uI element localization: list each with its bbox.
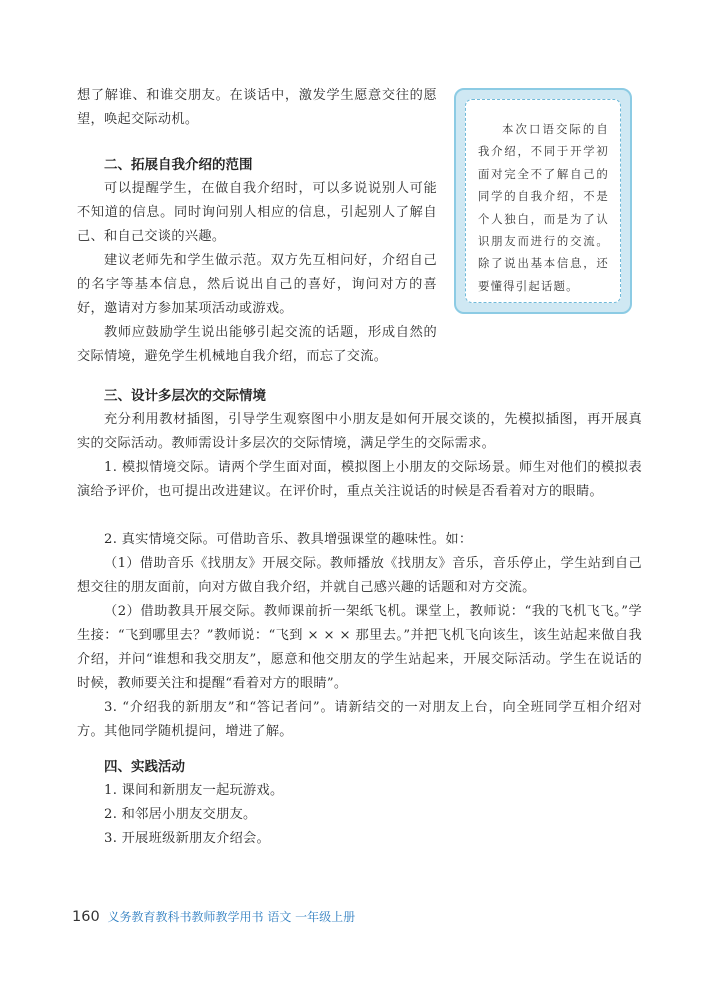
side-note-text: 本次口语交际的自我介绍，不同于开学初面对完全不了解自己的同学的自我介绍，不是个人独白，而是为了认识朋友而进行的交流。除了说出基本信息，还要懂得引起话题。 <box>478 122 609 293</box>
section-heading-2: 二、拓展自我介绍的范围 <box>104 157 253 173</box>
section2-paragraph-3: 教师应鼓励学生说出能够引起交流的话题，形成自然的交际情境，避免学生机械地自我介绍，而忘了交流。 <box>77 325 437 364</box>
section3-paragraph-3: 2. 真实情境交际。可借助音乐、教具增强课堂的趣味性。如： <box>104 532 473 547</box>
section3-paragraph-1: 充分利用教材插图，引导学生观察图中小朋友是如何开展交谈的，先模拟插图，再开展真实的交际活动。教师需设计多层次的交际情境，满足学生的交际需求。 <box>77 412 642 451</box>
list-item: 3. 开展班级新朋友介绍会。 <box>104 831 271 846</box>
section-heading-3: 三、设计多层次的交际情境 <box>104 388 266 404</box>
book-title: 义务教育教科书教师教学用书 语文 一年级上册 <box>107 910 356 924</box>
section3-paragraph-6: 3. “介绍我的新朋友”和“答记者问”。请新结交的一对朋友上台，向全班同学互相介绍对方。其他同学随机提问，增进了解。 <box>77 700 642 739</box>
continued-paragraph: 想了解谁、和谁交朋友。在谈话中，激发学生愿意交往的愿望，唤起交际动机。 <box>77 88 437 127</box>
page-number: 160 <box>72 909 100 925</box>
section3-paragraph-4: （1）借助音乐《找朋友》开展交际。教师播放《找朋友》音乐，音乐停止，学生站到自己想交往的朋友面前，向对方做自我介绍，并就自己感兴趣的话题和对方交流。 <box>77 556 642 595</box>
section3-paragraph-5: （2）借助教具开展交际。教师课前折一架纸飞机。课堂上，教师说：“我的飞机飞飞。”学生接：“飞到哪里去？”教师说：“飞到 × × × 那里去。”并把飞机飞向该生，该生站起来做自我介绍，并问“谁想和我交朋友”，愿意和他交朋友的学生站起来，开展交际活动。学生在说话的时候，教师要关注和提醒“看着对方的眼睛”。 <box>77 604 642 691</box>
list-item: 2. 和邻居小朋友交朋友。 <box>104 807 257 822</box>
section2-paragraph-1: 可以提醒学生，在做自我介绍时，可以多说说别人可能不知道的信息。同时询问别人相应的信息，引起别人了解自己、和自己交谈的兴趣。 <box>77 181 437 244</box>
list-item: 1. 课间和新朋友一起玩游戏。 <box>104 783 284 798</box>
section-heading-4: 四、实践活动 <box>104 759 185 775</box>
side-note-inner <box>465 99 621 303</box>
section3-paragraph-2: 1. 模拟情境交际。请两个学生面对面，模拟图上小朋友的交际场景。师生对他们的模拟表演给予评价，也可提出改进建议。在评价时，重点关注说话的时候是否看着对方的眼睛。 <box>77 460 642 499</box>
section2-paragraph-2: 建议老师先和学生做示范。双方先互相问好，介绍自己的名字等基本信息，然后说出自己的喜好，询问对方的喜好，邀请对方参加某项活动或游戏。 <box>77 253 437 316</box>
side-note-box <box>454 88 632 314</box>
page-footer <box>72 908 355 925</box>
